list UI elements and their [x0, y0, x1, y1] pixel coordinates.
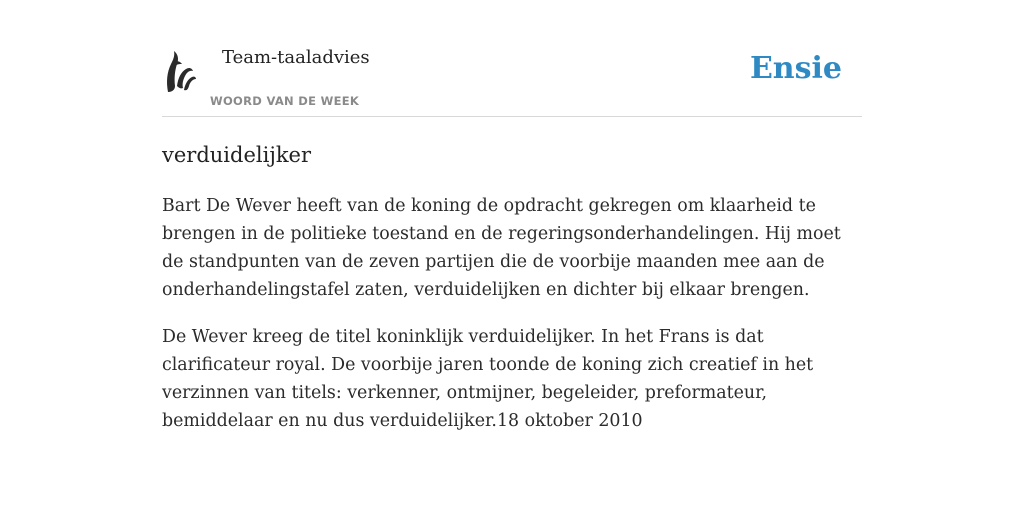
- section-label: WOORD VAN DE WEEK: [210, 94, 360, 108]
- header: [162, 0, 862, 117]
- page: [162, 0, 862, 431]
- entry-title: verduidelijker: [162, 143, 312, 167]
- entry-paragraph-2-text: De Wever kreeg de titel koninklijk verduidelijker. In het Frans is dat clarificateur royal. De voorbije jaren toonde de koning zich creatief in het verzinnen van titels: verkenner, ontmijner, begeleider, preformateur, bemiddelaar en nu dus verduidelijker.: [162, 327, 814, 431]
- flemish-lion-icon: [162, 48, 198, 96]
- entry-paragraph-2: [162, 323, 862, 435]
- team-name[interactable]: Team-taaladvies: [222, 47, 370, 68]
- entry-date: 18 oktober 2010: [496, 411, 643, 431]
- brand-logo[interactable]: Ensie: [749, 51, 842, 86]
- entry-paragraph-1: Bart De Wever heeft van de koning de opdracht gekregen om klaarheid te brengen in de politieke toestand en de regeringsonderhandelingen. Hij moet de standpunten van de zeven partijen die de voorbije maanden mee aan de onderhandelingstafel zaten, verduidelijken en dichter bij elkaar brengen.: [162, 196, 841, 300]
